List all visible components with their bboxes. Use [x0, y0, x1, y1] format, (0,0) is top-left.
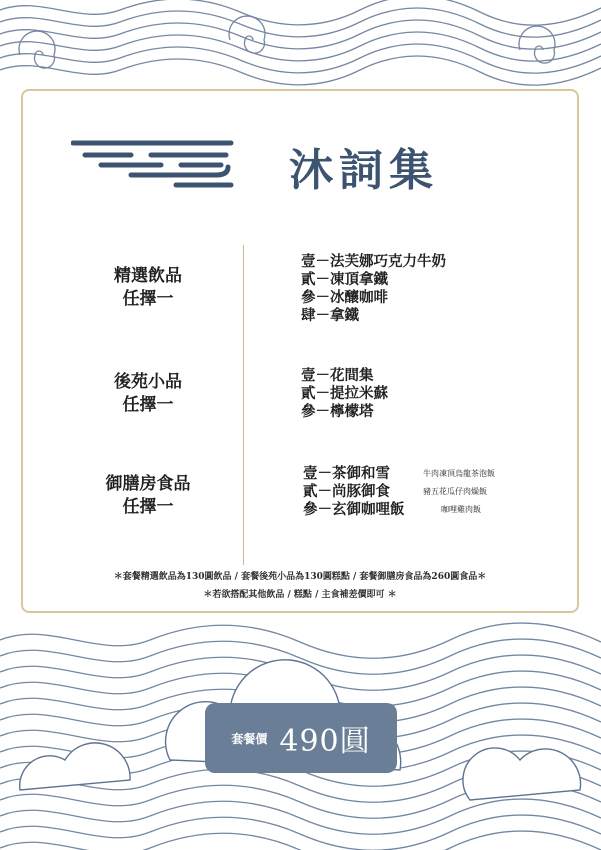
list-item: 參－檸檬塔	[301, 403, 374, 420]
category-meals	[73, 473, 223, 519]
list-item: 貳－凍頂拿鐵	[301, 271, 388, 288]
meal-description: 牛肉凍頂烏龍茶泡飯	[423, 469, 495, 478]
price-label: 套餐價	[231, 731, 268, 746]
category-desserts	[73, 371, 223, 417]
wave-logo-icon	[71, 133, 241, 193]
menu-card	[21, 89, 579, 613]
category-drinks	[73, 265, 223, 311]
footnote-set-rules: ＊套餐精選飲品為130圓飲品 / 套餐後苑小品為130圓糕點 / 套餐御膳房食品為260圓食品＊	[113, 572, 487, 582]
category-name: 御膳房食品	[105, 474, 191, 494]
meal-name: 參－玄御咖哩飯	[303, 501, 405, 518]
meals-list	[303, 465, 495, 519]
category-choose: 任擇一	[122, 289, 174, 309]
category-choose: 任擇一	[122, 497, 174, 517]
footnote-upgrade: ＊若欲搭配其他飲品 / 糕點 / 主食補差價即可 ＊	[203, 590, 397, 600]
list-item: 肆－拿鐵	[301, 307, 359, 324]
meal-name: 貳－尚豚御食	[303, 483, 390, 500]
meal-name: 壹－茶御和雪	[303, 465, 390, 482]
section-divider	[243, 245, 244, 565]
category-choose: 任擇一	[122, 395, 174, 415]
drinks-list	[301, 253, 446, 325]
set-price-badge	[205, 703, 397, 773]
price-value: 490圓	[279, 724, 371, 759]
list-item	[303, 483, 495, 501]
list-item: 壹－花間集	[301, 367, 374, 384]
menu-title: 沐詞集	[289, 145, 439, 196]
meal-description: 咖哩雞肉飯	[441, 505, 481, 514]
desserts-list	[301, 367, 388, 421]
meal-description: 豬五花瓜仔肉燥飯	[423, 487, 487, 496]
list-item: 壹－法芙娜巧克力牛奶	[301, 253, 446, 270]
list-item	[303, 501, 495, 519]
list-item: 貳－提拉米蘇	[301, 385, 388, 402]
category-name: 後苑小品	[114, 372, 182, 392]
list-item: 參－冰釀咖啡	[301, 289, 388, 306]
list-item	[303, 465, 495, 483]
category-name: 精選飲品	[114, 266, 182, 286]
